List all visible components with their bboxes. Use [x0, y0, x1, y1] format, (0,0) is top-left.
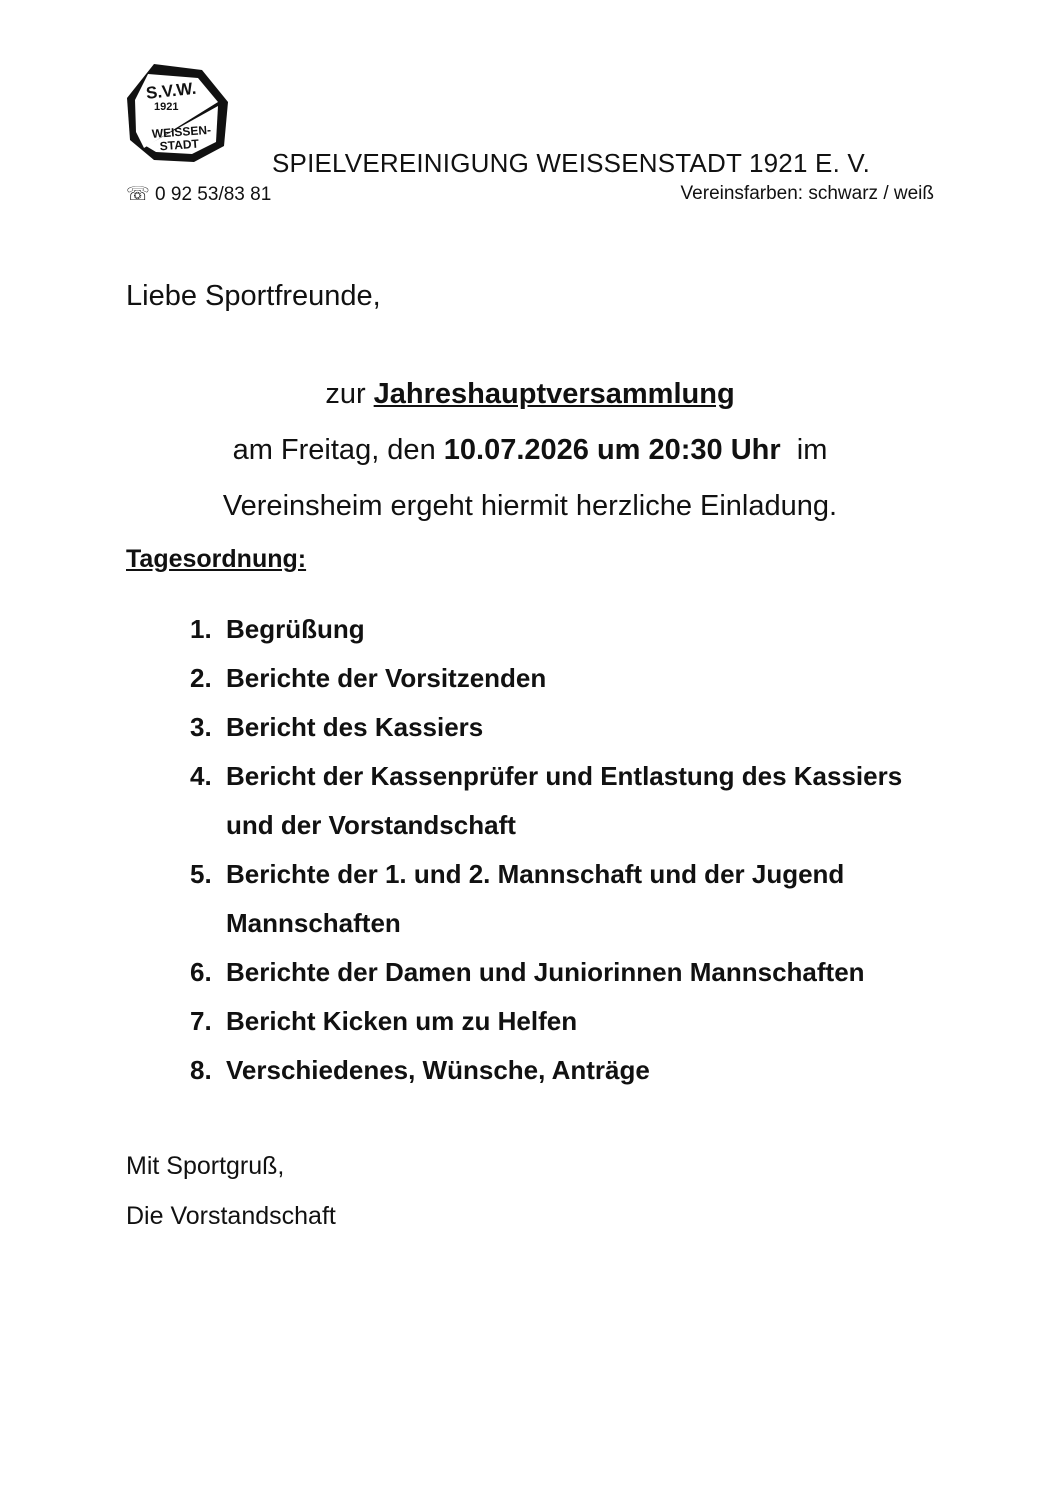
date-prefix: am Freitag, den [232, 434, 444, 466]
logo-text-stadt: STADT [159, 136, 200, 154]
agenda-item-number: 8. [190, 1055, 212, 1085]
closing-salutation: Mit Sportgruß, [126, 1152, 285, 1180]
agenda-item-number: 6. [190, 957, 212, 987]
agenda-item [190, 1046, 950, 1095]
agenda-list [190, 605, 950, 1095]
agenda-item-number: 2. [190, 663, 212, 693]
meeting-title: Jahreshauptversammlung [373, 378, 735, 410]
agenda-item-text: Bericht Kicken um zu Helfen [226, 1006, 578, 1036]
invitation-line-1 [0, 378, 1060, 411]
agenda-item-text: Bericht des Kassiers [226, 712, 484, 742]
agenda-item [190, 703, 950, 752]
logo-text-weissen: WEISSEN- [151, 122, 212, 141]
invitation-prefix: zur [325, 378, 374, 410]
club-name: SPIELVEREINIGUNG WEISSENSTADT 1921 E. V. [272, 148, 871, 178]
agenda-item-text: Berichte der Damen und Juniorinnen Mannschaften [226, 957, 865, 987]
agenda-item-text: Verschiedenes, Wünsche, Anträge [226, 1055, 650, 1085]
phone-number: 0 92 53/83 81 [155, 184, 272, 205]
agenda-item-number: 1. [190, 614, 212, 644]
agenda-item-number: 7. [190, 1006, 212, 1036]
agenda-item [190, 997, 950, 1046]
agenda-item-text: Bericht der Kassenprüfer und Entlastung des Kassiers und der Vorstandschaft [226, 761, 903, 840]
closing-signature: Die Vorstandschaft [126, 1202, 336, 1230]
date-suffix: im [780, 434, 828, 466]
invitation-line-3: Vereinsheim ergeht hiermit herzliche Einladung. [222, 490, 838, 522]
meeting-datetime: 10.07.2026 um 20:30 Uhr [443, 434, 781, 466]
agenda-item-text: Begrüßung [226, 614, 365, 644]
club-logo [124, 62, 232, 166]
agenda-item [190, 850, 950, 948]
agenda-item-text: Berichte der 1. und 2. Mannschaft und der Jugend Mannschaften [226, 859, 845, 938]
agenda-item-number: 4. [190, 761, 212, 791]
club-colors: Vereinsfarben: schwarz / weiß [680, 183, 934, 204]
invitation-line-2 [0, 434, 1060, 467]
agenda-item [190, 948, 950, 997]
agenda-item-text: Berichte der Vorsitzenden [226, 663, 547, 693]
telephone-icon: ☏ [126, 184, 150, 205]
greeting: Liebe Sportfreunde, [126, 280, 381, 312]
agenda-item-number: 3. [190, 712, 212, 742]
agenda-item [190, 654, 950, 703]
phone-line [126, 183, 271, 206]
agenda-item-number: 5. [190, 859, 212, 889]
agenda-title: Tagesordnung: [126, 545, 307, 573]
logo-text-year: 1921 [154, 101, 179, 113]
logo-text-svw: S.V.W. [145, 78, 198, 103]
agenda-item [190, 752, 950, 850]
agenda-item [190, 605, 950, 654]
